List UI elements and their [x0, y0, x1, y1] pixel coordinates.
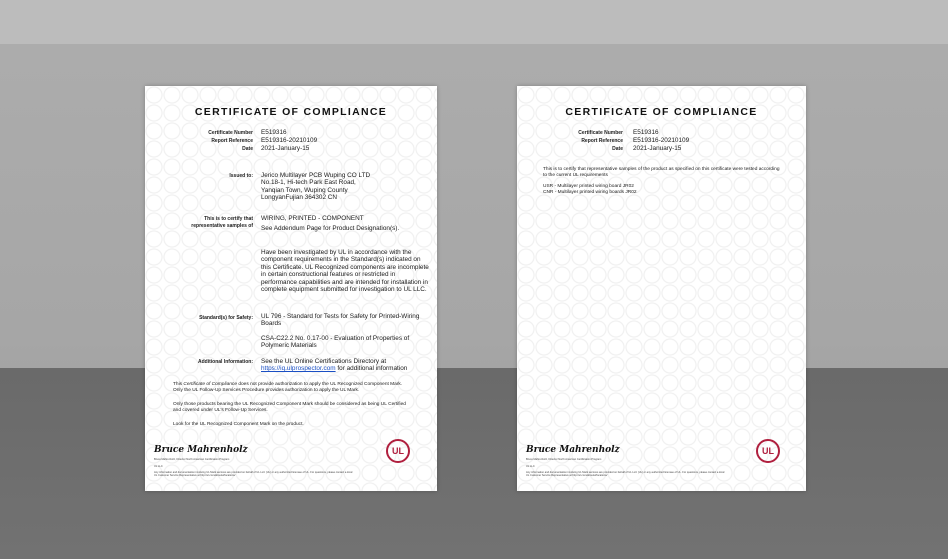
certificate-number-label: Certificate Number: [208, 130, 253, 136]
footer-note: Any information and documentation involving UL Mark services are provided on behalf of UL LLC (UL) or any authorized licensee of UL. For questions, please contact a local UL Customer Service Representative at http://ul.com/aboutul/locations/: [154, 471, 353, 478]
signature: Bruce Mahrenholz: [154, 445, 248, 455]
product-designations: [543, 184, 637, 196]
standard-line: CSA-C22.2 No. 0.17-00 - Evaluation of Properties of: [261, 335, 410, 342]
signer-title: Bruce Mahrenholz, Director North American Certification Program: [526, 458, 602, 461]
notice-text: does not provide authorization to apply the UL Recognized Component Mark.: [237, 382, 403, 387]
statement-line: Have been investigated by UL in accordance with the: [261, 249, 412, 256]
certify-label-line: This is to certify that: [204, 216, 253, 222]
statement-line: performance capabilities and are intended for installation in: [261, 278, 428, 286]
organization: UL LLC: [154, 465, 163, 468]
notice-certified: [173, 402, 431, 414]
statement-line: in certain constructional features or restricted in: [261, 271, 396, 279]
address-line: Yanqian Town, Wuping County: [261, 186, 348, 194]
report-reference: E519316-20210109: [261, 137, 318, 144]
report-reference: E519316-20210109: [633, 137, 690, 144]
report-reference-label: Report Reference: [581, 138, 623, 144]
ul-logo-icon: UL: [386, 439, 410, 463]
standards-label: Standard(s) for Safety:: [199, 315, 253, 321]
designation-usr: USR - Multilayer printed wiring board JR02: [543, 184, 634, 189]
date-label: Date: [612, 146, 623, 152]
notice-text: This: [173, 382, 184, 387]
investigation-statement: [261, 249, 429, 293]
notice-line: Only the UL Follow-Up Services Procedure provides authorization to apply the UL Mark.: [173, 388, 360, 394]
certificate-page-left: [145, 86, 437, 491]
notice-authorization: [173, 382, 431, 394]
address-line: LongyanFujian 364302 CN: [261, 194, 338, 202]
date-value: 2021-January-15: [633, 145, 682, 152]
backdrop-top: [0, 0, 948, 44]
address-line: No.18-1, Hi-tech Park East Road,: [261, 179, 356, 187]
notice-look-for-mark: Look for the UL Recognized Component Mark on the product.: [173, 422, 304, 427]
statement-line: component requirements in the Standard(s) indicated on: [261, 256, 421, 264]
certificate-title: CERTIFICATE OF COMPLIANCE: [194, 106, 388, 118]
addendum-note: See Addendum Page for Product Designation(s).: [261, 225, 400, 232]
certificate-number-label: Certificate Number: [578, 130, 623, 136]
statement-line: this Certificate. UL Recognized components are incomplete: [261, 263, 429, 271]
report-reference-label: Report Reference: [211, 138, 253, 144]
certificate-number: E519316: [633, 129, 659, 136]
signer-title: Bruce Mahrenholz, Director North American Certification Program: [154, 458, 230, 461]
standard-line: Boards: [261, 320, 282, 328]
standard-line: Polymeric Materials: [261, 342, 317, 350]
ul-logo-icon: UL: [756, 439, 780, 463]
product-category: WIRING, PRINTED - COMPONENT: [261, 215, 364, 222]
standard-line: UL 796 - Standard for Tests for Safety for Printed-Wiring: [261, 313, 420, 320]
certify-label: [145, 216, 253, 229]
issued-to-label: Issued to:: [229, 173, 253, 179]
footer-note: Any information and documentation involving UL Mark services are provided on behalf of UL LLC (UL) or any authorized licensee of UL. For questions, please contact a local UL Customer Service Representative at http://ul.com/aboutul/locations/: [526, 471, 725, 478]
notice-italic: Certificate of Compliance: [183, 382, 237, 387]
standard-csa: [261, 335, 409, 350]
organization: UL LLC: [526, 465, 535, 468]
additional-info-suffix: for additional information: [335, 365, 408, 373]
signature: Bruce Mahrenholz: [526, 445, 620, 455]
standard-ul796: [261, 313, 419, 328]
statement-line: complete equipment submitted for investigation to UL LLC.: [261, 286, 427, 294]
date-value: 2021-January-15: [261, 145, 310, 152]
date-label: Date: [242, 146, 253, 152]
statement-line: This is to certify that representative samples of the product as specified on this certificate were tested according: [543, 167, 780, 172]
statement-line: to the current UL requirements: [543, 173, 608, 179]
notice-line: Only those products bearing the UL Recognized Component Mark should be considered as being UL Certified: [173, 402, 406, 407]
additional-info-line: [261, 365, 407, 372]
additional-info-line: See the UL Online Certifications Directory at: [261, 358, 387, 365]
certificate-page-right: [517, 86, 806, 491]
ul-prospector-link[interactable]: https://iq.ulprospector.com: [261, 365, 336, 373]
certify-label-line: representative samples of: [191, 222, 253, 229]
address-line: Jerico Multilayer PCB Wuping CO LTD: [261, 172, 371, 179]
designation-cnr: CNR - Multilayer printed wiring boards JR02: [543, 190, 637, 196]
notice-line: and covered under UL's Follow-Up Services.: [173, 408, 268, 414]
certificate-title: CERTIFICATE OF COMPLIANCE: [565, 106, 758, 118]
issued-to-address: [261, 172, 370, 202]
additional-info-label: Additional Information:: [198, 359, 253, 365]
certification-statement: [543, 167, 801, 179]
certificate-number: E519316: [261, 129, 287, 136]
additional-info: [261, 358, 407, 373]
